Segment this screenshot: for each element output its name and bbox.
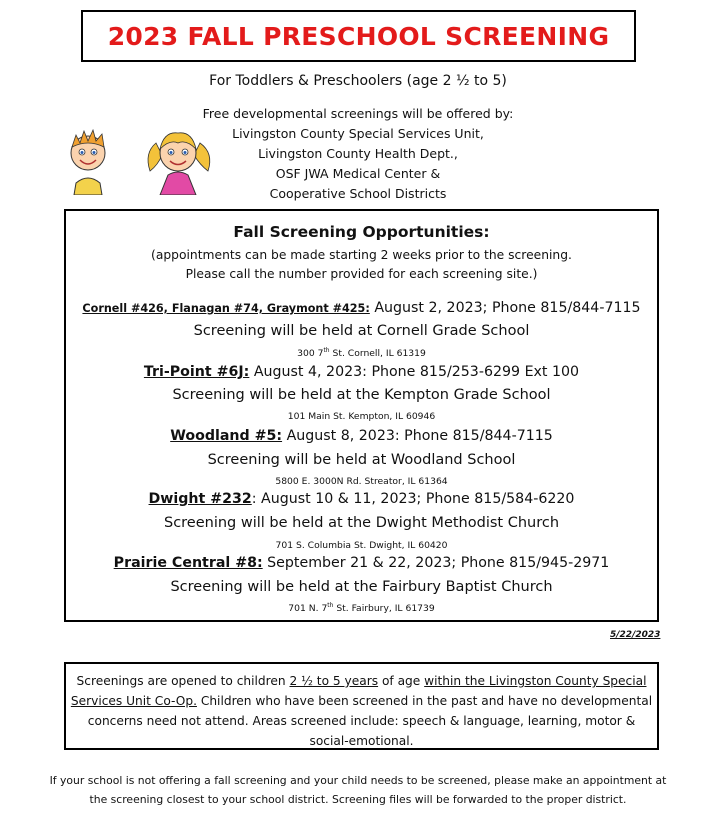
providers-block — [150, 104, 566, 204]
eligibility-box — [64, 662, 659, 750]
eligibility-coop: within the Livingston County Special Services Unit Co-Op. — [70, 674, 647, 708]
footer-note — [40, 771, 676, 809]
site-address-part: St. Cornell, IL 61319 — [329, 348, 426, 359]
site-details: September 21 & 22, 2023; Phone 815/945-2971 — [262, 555, 610, 571]
site-header — [66, 491, 657, 507]
site-details: August 8, 2023: Phone 815/844-7115 — [282, 428, 553, 444]
site-district: Dwight #232 — [148, 491, 252, 507]
page-title: 2023 FALL PRESCHOOL SCREENING — [107, 21, 610, 51]
title-box — [81, 10, 636, 62]
site-header — [66, 555, 657, 571]
site-district: Cornell #426, Flanagan #74, Graymont #425: — [82, 302, 370, 315]
site-header — [66, 364, 657, 380]
appointment-note-line: (appointments can be made starting 2 weeks prior to the screening. — [151, 248, 572, 262]
site-location: Screening will be held at the Fairbury Baptist Church — [170, 579, 553, 595]
eligibility-text: of age — [378, 674, 425, 688]
site-address: 701 S. Columbia St. Dwight, IL 60420 — [275, 540, 448, 551]
footer-line: the screening closest to your school district. Screening files will be forwarded to the proper district. — [89, 793, 627, 806]
site-address — [66, 348, 657, 359]
provider-item: Livingston County Special Services Unit, — [232, 126, 484, 141]
site-details: August 4, 2023: Phone 815/253-6299 Ext 100 — [249, 364, 580, 380]
subtitle: For Toddlers & Preschoolers (age 2 ½ to 5) — [209, 73, 507, 89]
site-address: 101 Main St. Kempton, IL 60946 — [287, 411, 436, 422]
site-location: Screening will be held at Woodland School — [207, 452, 516, 468]
date-stamp: 5/22/2023 — [610, 630, 661, 640]
footer-line: If your school is not offering a fall screening and your child needs to be screened, please make an appointment at — [49, 774, 667, 787]
eligibility-text: Screenings are opened to children — [76, 674, 290, 688]
site-address-sup: th — [327, 601, 334, 609]
site-address-part: 300 7 — [297, 348, 324, 359]
eligibility-text: Children who have been screened in the past and have no developmental concerns need not attend. Areas screened include: speech & language, learning, motor & social-emotional. — [87, 694, 653, 748]
providers-intro: Free developmental screenings will be offered by: — [202, 106, 514, 121]
opportunities-heading: Fall Screening Opportunities: — [233, 223, 490, 241]
site-district: Prairie Central #8: — [113, 555, 263, 571]
provider-item: OSF JWA Medical Center & — [275, 166, 441, 181]
site-address-part: St. Fairbury, IL 61739 — [333, 603, 435, 614]
site-district: Woodland #5: — [170, 428, 283, 444]
site-address — [66, 603, 657, 614]
site-district: Tri-Point #6J: — [143, 364, 250, 380]
provider-item: Cooperative School Districts — [269, 186, 447, 201]
provider-item: Livingston County Health Dept., — [258, 146, 458, 161]
site-header — [66, 428, 657, 444]
site-location: Screening will be held at Cornell Grade School — [193, 323, 530, 339]
site-address-sup: th — [323, 346, 330, 354]
site-address-part: 701 N. 7 — [288, 603, 328, 614]
site-address: 5800 E. 3000N Rd. Streator, IL 61364 — [275, 476, 448, 487]
site-details: : August 10 & 11, 2023; Phone 815/584-6220 — [251, 491, 575, 507]
appointment-note — [66, 246, 657, 284]
site-location: Screening will be held at the Kempton Grade School — [172, 387, 551, 403]
site-location: Screening will be held at the Dwight Methodist Church — [163, 515, 560, 531]
appointment-note-line: Please call the number provided for each screening site.) — [185, 267, 538, 281]
screening-opportunities-box — [64, 209, 659, 622]
boy-figure — [71, 130, 105, 195]
site-details: August 2, 2023; Phone 815/844-7115 — [369, 300, 641, 316]
eligibility-age: 2 ½ to 5 years — [289, 674, 379, 688]
site-header — [66, 300, 657, 316]
